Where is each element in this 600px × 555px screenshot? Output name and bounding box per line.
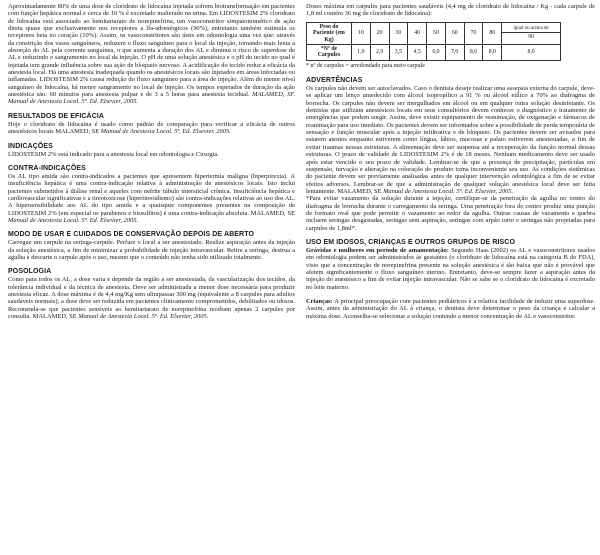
last-weight-header: igual ou acima de: [502, 25, 560, 34]
warnings-reference: Manual de Anestesia Local. 5ª. Ed. Elsevier, 2005.: [383, 187, 514, 195]
children-subheading: Crianças:: [306, 298, 333, 305]
right-column: [306, 3, 595, 320]
pregnancy-subheading: Grávidas e mulheres em período de amamentação:: [306, 246, 449, 254]
weight-cell: 80: [483, 22, 502, 44]
usage-paragraph: Carregue um carpule na seringa-carpule. Perfure o local a ser anestesiado. Realize aspiração antes da injeção da solução anestésica, a fim de minimizar a probabilidade de injeção intravascular. Retire a seringa, destrua a agulha e descarte o carpule após o uso, mesmo que o conteúdo não tenha sido utilizado totalmente.: [8, 239, 295, 261]
leak-paragraph: *Para evitar vazamento da solução durante a injeção, certifique-se da penetração da agulha no centro do diafragma de borracha durante o carregamento da seringa. Uma penetração fora do centro produz uma punção de formato oval que pode permitir o vazamento ao redor da agulha. Outras causas de vazamento e quebra incluem seringas desgastadas, seringas sem aspiração, seringas com arpão torto e seringas não projetadas para carpules de 1,8ml*.: [306, 195, 595, 232]
pregnancy-paragraph: Grávidas e mulheres em período de amamentação: Segundo Haas (2002) os AL e vasoconstritores usados em odontologia podem ser administrados às gestantes (o cloridrato de lidocaína está na categoria B do FDA), visto que a concentração de norepinefrina presente na solução anestésica é tão baixa que não é provável que afetem significantemente o fluxo sanguíneo uterino. Entretanto, deve-se sempre fazer a aspiração antes da injeção do anestésico a fim de evitar injeção intravascular. Não se sabe se o cloridrato de lidocaína é excretado no leite materno.: [306, 246, 595, 291]
intro-paragraph: Aproximadamente 80% de uma dose de cloridrato de lidocaína injetada sofrem biotransformação em pacientes com função hepática normal e cerca de 10 % é excretado inalterado na urina. Em LIDOSTESIM 2% cloridrato de lidocaína está associado ao hemitartarato de norepinefrina, um vasoconstritor simpatomimético de ação direta quase que exclusivamente nos receptores a lfa-adrenérgicos (90%), entretanto também estimula os receptores beta no coração (10%). Assim, os vasoconstritores são úteis em odontologia uma vez que: através da constrição dos vasos sanguíneos, reduzem o fluxo sanguíneo para o local da injeção, tornando mais lenta a absorção do AL pela corrente sanguínea, o que aumenta a duração dos AL e diminui o risco de superdose de AL e reduzindo o sangramento no local da injeção. O pH de uma solução anestésica e o pH do tecido no qual é injetada tem grande influência sobre sua ação de bloqueio nervoso. A acidificação do tecido reduz a eficácia da anestesia local. Há uma anestesia inadequada quando os anestésicos locais são injetados em áreas infectadas ou inflamadas. LIDOSTESIM 2% causa redução do fluxo sanguíneo para a área de injeção. Além do menor nível sanguíneo de lidocaína, há menor sangramento no local de injeção. Os tempos esperados de duração da ação anestésica são: 60 minutos para anestesia pulpar e de 3 a 5 horas para anestesia tecidual. MALAMED, SF. Manual de Anestesia Local. 5ª. Ed. Elsevier, 2005.: [8, 3, 295, 106]
table-row: [307, 44, 561, 60]
weight-cell: 40: [408, 22, 427, 44]
table-row: [307, 22, 561, 44]
weight-cell: 30: [389, 22, 408, 44]
dosage-heading: POSOLOGIA: [8, 268, 52, 276]
dose-intro: Doses máxima em carpules para pacientes saudáveis (4,4 mg de cloridrato de lidocaína / Kg - cada carpule de 1,8 ml contém 36 mg de cloridrato de lidocaína):: [306, 3, 595, 18]
carpules-cell: 4,5: [408, 44, 427, 60]
usage-heading: MODO DE USAR E CUIDADOS DE CONSERVAÇÃO DEPOIS DE ABERTO: [8, 231, 254, 239]
last-weight-value: 90: [528, 34, 534, 41]
warnings-paragraph: Os carpules não devem ser autoclavados. Caso o dentista deseje realizar uma assepsia externa do carpule, deve-se aplicar um lenço umedecido com álcool isopropílico a 91 % ou álcool etílico a 70% ao diafragma de borracha. Os carpules não devem ser mergulhados em álcool ou em qualquer outra solução desinfetante. Os dentistas que utilizam anestésicos locais em seus consultórios devem conhecer o diagnóstico e tratamento de emergências que podem surgir. Assim, deve existir equipamento de reanimação, de oxigenação e fármacos de reanimação para uso imediato. Os pacientes devem ser informados sobre a possibilidade de perda temporária de sensação e função muscular após a injeção infiltrativa e de bloqueio. Os pacientes devem ser avisados para estarem atentos enquanto estiverem como língua, lábios, mucosas e palato estiverem anestesiadas, a fim de evitar traumas nessas estruturas. A alimentação deve ser suspensa até a recuperação da função normal dessas estruturas. O prazo de validade de LIDOSTESIM 2% é de 18 meses. Nenhum medicamento deve ser usado após estar vencido o seu prazo de validade. Lembrar-se de que a presença de precipitação, partículas em suspensão, turvação e alteração na coloração do produto torna inconveniente seu uso. As condições sistêmicas do paciente devem ser previamente analisadas antes de qualquer intervenção odontológica a fim de se evitar efeitos adversos. Lembrar-se de que a administração de qualquer solução anestésica local deve ser feita lentamente. MALAMED, SE Manual de Anestesia Local. 5ª. Ed. Elsevier, 2005.: [306, 85, 595, 195]
intro-reference: MALAMED, SF. Manual de Anestesia Local. 5ª. Ed. Elsevier, 2005.: [8, 91, 295, 106]
carpules-cell: 1,0: [352, 44, 371, 60]
weight-cell: 60: [445, 22, 464, 44]
indications-paragraph: LIDOSTESIM 2% está indicado para a anestesia local em odontologia e Cirurgia.: [8, 150, 219, 158]
weight-cell: 50: [427, 22, 446, 44]
weight-cell: 10: [352, 22, 371, 44]
carpules-cell: 6,0: [427, 44, 446, 60]
contraindications-reference: Manual de Anestesia Local. 5ª. Ed. Elsevier, 2005.: [8, 216, 139, 224]
carpules-cell: 8,0: [483, 44, 502, 60]
contraindications-paragraph: Os AL tipo amida são contra-indicados a pacientes que apresentem hipertermia maligna (hiperpirexia). A insuficiência hepática é uma contra-indicação relativa à administração de anestésicos locais. Isto inclui pacientes submetidos à diálise renal e aqueles com nefrite túbulo intersticial crônica. Insuficiência hepática e cardiovascular significativas e a tireotoxicose (hipertireoidismo) são contra-indicações relativas ao uso dos AL. A hipersensibilidade aos AL do tipo amida e a quaisquer componentes presentes na composição de LIDOSTESIM 2% (em especial os parabenos e bissulfitos) é uma contra-indicação absoluta. MALAMED, SE Manual de Anestesia Local. 5ª. Ed. Elsevier, 2005.: [8, 172, 295, 224]
carpules-cell: 3,5: [389, 44, 408, 60]
children-paragraph: Crianças: A principal preocupação com pacientes pediátricos é a relativa facilidade de induzir uma superdose. Assim, antes da administração do AL à criança, o dentista deve determinar o peso da criança e calcular a máxima dose. Aconselha-se selecionar a solução contendo a menor concentração de AL e vasoconstritor.: [306, 298, 595, 320]
weight-header: Peso do Paciente (em Kg): [307, 22, 352, 44]
weight-cell-last: [502, 22, 561, 44]
indications-heading: INDICAÇÕES: [8, 142, 53, 150]
carpules-cell-last: 8,0: [502, 44, 561, 60]
left-column: [8, 3, 295, 320]
carpules-cell: 2,0: [370, 44, 389, 60]
weight-cell: 20: [370, 22, 389, 44]
dosage-paragraph: Como para todos os AL, a dose varia e depende da região a ser anestesiada, da vascularização dos tecidos, da tolerância individual e da técnica de anestesia. Deve ser administrada a menor dose necessária para produzir anestesia eficaz. A dose máxima é de 4,4 mg/Kg sem ultrapassar 300 mg (equivalente a 8 carpules para adultos saudáveis normais); a dose deve ser reduzida em pacientes clinicamente comprometidos, debilitados ou idosos. Recomenda-se que pacientes sensíveis ao hemitartarato de norepinefrina recebam apenas 2 carpules por consulta. MALAMED, SE Manual de Anestesia Local. 5ª. Ed. Elsevier, 2005.: [8, 276, 295, 320]
carpules-cell: 7,0: [445, 44, 464, 60]
warnings-heading: ADVERTÊNCIAS: [306, 77, 363, 85]
efficacy-heading: RESULTADOS DE EFICÁCIA: [8, 112, 105, 120]
carpules-cell: 8,0: [464, 44, 483, 60]
carpules-header: *Nº de Carpules: [307, 44, 352, 60]
dosage-reference: Manual de Anestesia Local. 5ª. Ed. Elsevier, 2005.: [78, 313, 209, 320]
dose-table: [306, 22, 561, 61]
weight-cell: 70: [464, 22, 483, 44]
contraindications-heading: CONTRA-INDICAÇÕES: [8, 164, 86, 172]
risk-groups-heading: USO EM IDOSOS, CRIANÇAS E OUTROS GRUPOS DE RISCO: [306, 238, 515, 246]
efficacy-paragraph: Hoje o cloridrato de lidocaína é usado como padrão de comparação para verificar a eficácia de outros anestésicos locais MALAMED, SE Manual de Anestesia Local. 5ª. Ed. Elsevier, 2005.: [8, 120, 295, 136]
efficacy-reference: Manual de Anestesia Local. 5ª. Ed. Elsevier, 2005.: [100, 128, 231, 136]
table-note: * nº de carpules = arredondado para meio carpule: [306, 62, 425, 69]
